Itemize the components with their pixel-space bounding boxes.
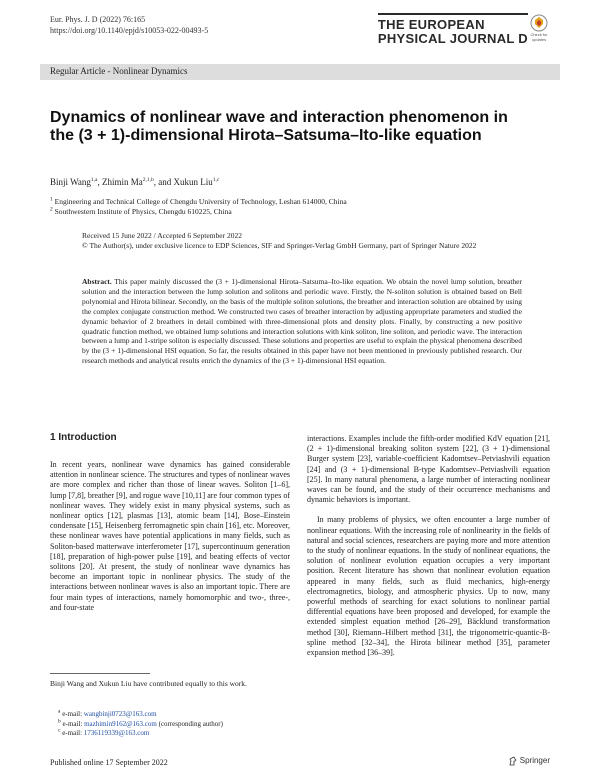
check-for-updates-badge[interactable]: [526, 14, 552, 44]
received-dates: Received 15 June 2022 / Accepted 6 September 2022: [82, 231, 242, 240]
contribution-footnote: Binji Wang and Xukun Liu have contributed equally to this work.: [50, 679, 247, 688]
author-name: Binji Wang: [50, 177, 91, 187]
article-type: Regular Article - Nonlinear Dynamics: [50, 66, 188, 76]
affiliation-number: 2: [50, 206, 53, 213]
copyright-notice: © The Author(s), under exclusive licence to EDP Sciences, SIF and Springer-Verlag GmbH Germany, part of Springer Nature 2022: [82, 241, 477, 250]
affiliation-list: [50, 197, 347, 217]
intro-column-left: In recent years, nonlinear wave dynamics has gained considerable attention in nonlinear science. The structures and types of nonlinear waves are more complex and richer than those of linear waves. Soliton [1–6], lump [7,8], breather [9], and rogue wave [10,11] are four common types of nonlinear waves. They widely exist in many physical systems, such as nonlinear optics [12], plasmas [13], atomic beam [14], Bose–Einstein condensate [15], Heisenberg ferromagnetic spin chain [16], etc. Moreover, these nonlinear waves have potential applications in many fields, such as Soliton-based matterwave interferometer [17], supercontinuum generation [18], preparation of high-power pulse [19], and beating effects of vector solitons [20]. At present, the study of nonlinear wave dynamics has become an important topic in nonlinear physics. The study of the interactions between nonlinear waves is also an important topic. There are four main types of interactions, namely homomorphic and two-, three-, and four-state: [50, 460, 290, 612]
author-affiliation-mark: 2,1,b: [142, 177, 154, 183]
abstract: [82, 277, 522, 366]
email-line: [58, 710, 223, 720]
affiliation-number: 1: [50, 196, 53, 203]
brand-line-1: THE EUROPEAN: [377, 17, 485, 32]
affiliation-text: Southwestern Institute of Physics, Chengdu 610225, China: [54, 207, 232, 216]
article-type-band: [40, 64, 560, 80]
author-list: Binji Wang$^{1,a}$, Zhimin Ma$^{2,1,b}$, and Xukun Liu$^{1,c}$: [50, 177, 220, 187]
publisher-logo: [508, 756, 550, 766]
email-label: e-mail:: [62, 729, 83, 737]
author-affiliation-mark: 1,a: [90, 177, 98, 183]
email-mark: a: [58, 708, 61, 715]
published-online-date: Published online 17 September 2022: [50, 758, 168, 767]
journal-brand: [378, 18, 528, 46]
badge-line-2: updates: [531, 37, 547, 42]
check-for-updates-icon: [530, 14, 548, 32]
affiliation-item: [50, 207, 347, 217]
abstract-label: Abstract.: [82, 277, 112, 286]
email-mark: c: [58, 727, 61, 734]
email-line: [58, 729, 223, 739]
badge-line-1: Check for: [530, 32, 548, 37]
publisher-name: Springer: [519, 756, 550, 766]
email-address-link[interactable]: 1736119339@163.com: [83, 729, 150, 737]
corresponding-author-note: (corresponding author): [158, 719, 223, 728]
email-address-link[interactable]: mazhimin9162@163.com: [84, 719, 157, 728]
paper-title: Dynamics of nonlinear wave and interaction phenomenon in the (3 + 1)-dimensional Hirota–Satsuma–Ito-like equation: [50, 109, 508, 144]
doi-link[interactable]: https://doi.org/10.1140/epjd/s10053-022-00493-5: [50, 26, 209, 35]
section-heading: 1 Introduction: [50, 432, 117, 443]
brand-line-2: PHYSICAL JOURNAL D: [377, 31, 528, 46]
author-affiliation-mark: 1,c: [212, 177, 220, 183]
affiliation-text: Engineering and Technical College of Chengdu University of Technology, Leshan 614000, China: [54, 197, 347, 206]
email-address-link[interactable]: wangbinji0723@163.com: [83, 710, 157, 718]
intro-paragraph: In many problems of physics, we often encounter a large number of nonlinear equations. With the increasing role of nonlinearity in the fields of natural and social sciences, researchers are paying more and more attention to the study of nonlinear equations. In the study of nonlinear equations, the solution of nonlinear evolution equation occupies a very important position. Recent literature has shown that nonlinear evolution equation appeared in many fields, such as fluid mechanics, high-energy electromagnetics, biology, and atmospheric physics. Up to now, many powerful methods of searching for exact solutions to nonlinear partial differential equations have been proposed and developed, for example the extended simplest equation method [26–29], Bäcklund transformation method [30], Riemann–Hilbert method [31], the trigonometric-quantic-B-spline method [32–34], the Hirota bilinear method [35], parameter expansion method [36–39].: [307, 515, 550, 658]
intro-column-right: [307, 434, 550, 658]
footnote-divider: [50, 673, 150, 674]
abstract-text: This paper mainly discussed the (3 + 1)-dimensional Hirota–Satsuma–Ito-like equation. We obtain the novel lump solution, breather solution and the interaction between the lump solution and solitons and periodic wave. Firstly, the N-soliton solution is obtained based on Bell polynomial and Hirota bilinear. Secondly, on the basis of the multiple soliton solutions, the breather and interaction solution are obtained by using the complex conjugate construction method. We constructed two cases of breather interaction by adjusting appropriate parameters and studied the dynamic behavior of 2 breathers in detail combined with three-dimensional plots and density plots. Finally, by constructing a new positive quadratic function method, we obtained lump solutions and interaction solutions with kink soliton, line soliton, and periodic wave. The interaction between a lump and 1-stripe soliton is especially discussed. These solutions and properties are useful to explain the physical phenomena described by the (3 + 1)-dimensional HSI equation. So far, the results obtained in this paper have not been mentioned in previously published research. Our research methods and analytical results enrich the dynamics of the (3 + 1)-dimensional HSI equation.: [82, 277, 522, 366]
email-label: e-mail:: [62, 710, 83, 718]
author-name: Zhimin Ma: [101, 177, 143, 187]
publication-history: [82, 231, 522, 251]
intro-paragraph: interactions. Examples include the fifth-order modified KdV equation [21], (2 + 1)-dimensional breaking soliton system [22], (3 + 1)-dimensional Burger system [23], variable-coefficient Kadomtsev–Petviashvili equation [24] and (3 + 1)-dimensional B-type Kadomtsev–Petviashvili equation [25]. In many natural phenomena, a large number of interacting nonlinear waves can be found, and the study of their occurrence mechanisms and dynamic behaviors is important.: [307, 434, 550, 505]
email-label: e-mail:: [62, 719, 83, 728]
journal-header: [50, 14, 208, 36]
springer-horse-icon: [508, 756, 518, 766]
affiliation-item: [50, 197, 347, 207]
email-line: [58, 720, 223, 730]
email-footnotes: [58, 710, 223, 739]
author-name: Xukun Liu: [173, 177, 213, 187]
journal-reference: Eur. Phys. J. D (2022) 76:165: [50, 15, 146, 24]
email-mark: b: [58, 718, 61, 725]
